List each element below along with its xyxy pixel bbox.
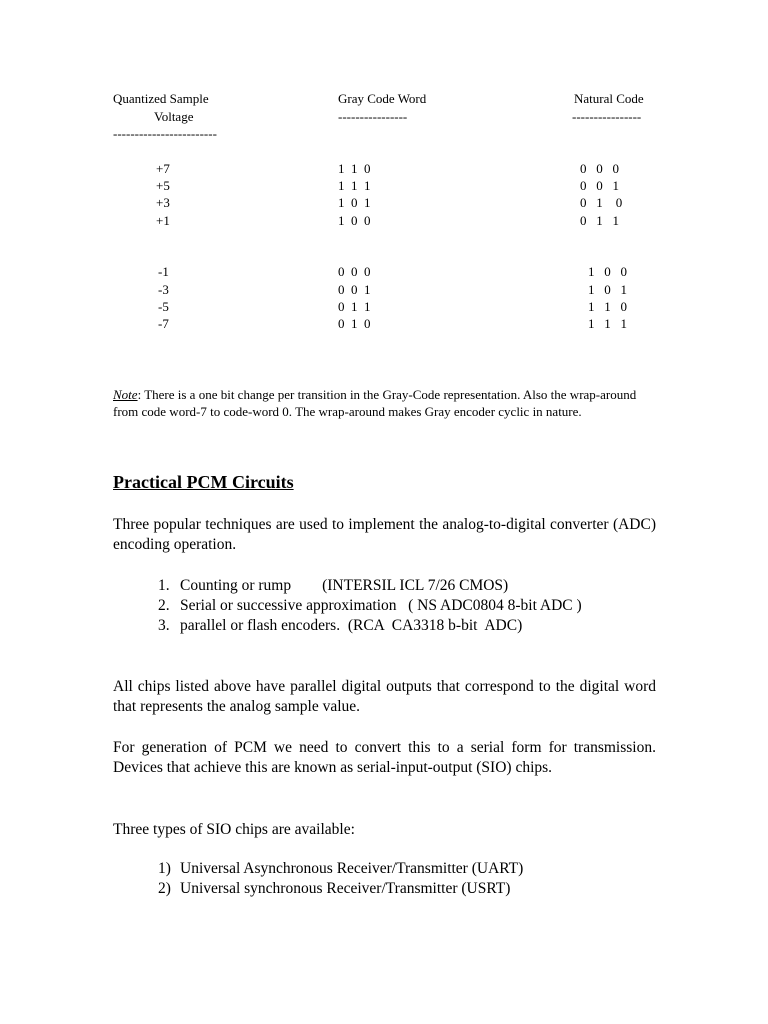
cell-natural: 1 1 0	[588, 299, 627, 314]
note-text: : There is a one bit change per transition in the Gray-Code representation. Also the wrap-around from code word-7 to code-word 0. The wrap-around makes Gray encoder cyclic in nature.	[113, 387, 637, 419]
list-number: 3.	[158, 617, 170, 634]
list-item	[158, 596, 582, 616]
cell-gray: 1 1 1	[338, 178, 371, 193]
list-text: Universal synchronous Receiver/Transmitter (USRT)	[180, 880, 511, 897]
cell-voltage: +1	[156, 213, 170, 228]
cell-natural: 0 0 1	[580, 178, 619, 193]
cell-gray: 0 1 0	[338, 316, 371, 331]
list-text: Serial or successive approximation ( NS ADC0804 8-bit ADC )	[180, 597, 582, 614]
list-text: Universal Asynchronous Receiver/Transmitter (UART)	[180, 860, 524, 877]
cell-voltage: -3	[158, 282, 169, 297]
col-header-voltage-rule: ------------------------	[113, 126, 217, 141]
note-paragraph	[113, 386, 653, 420]
list-item	[158, 879, 523, 899]
paragraph-sio-types: Three types of SIO chips are available:	[113, 821, 355, 838]
cell-gray: 0 1 1	[338, 299, 371, 314]
col-header-gray-rule: ----------------	[338, 109, 408, 124]
cell-voltage: -7	[158, 316, 169, 331]
list-number: 2)	[158, 880, 171, 897]
cell-gray: 0 0 1	[338, 282, 371, 297]
list-number: 1)	[158, 860, 171, 877]
cell-natural: 1 1 1	[588, 316, 627, 331]
paragraph-parallel-outputs: All chips listed above have parallel digital outputs that correspond to the digital word that represents the analog sample value.	[113, 678, 656, 715]
list-number: 2.	[158, 597, 170, 614]
col-header-natural: Natural Code	[574, 91, 644, 106]
cell-voltage: +7	[156, 161, 170, 176]
section-title: Practical PCM Circuits	[113, 472, 294, 492]
col-header-voltage: Quantized Sample	[113, 91, 209, 106]
cell-gray: 1 0 1	[338, 195, 371, 210]
cell-natural: 0 1 0	[580, 195, 623, 210]
note-label: Note	[113, 387, 138, 402]
col-header-voltage-line2: Voltage	[154, 109, 194, 124]
list-item	[158, 616, 582, 636]
cell-natural: 1 0 1	[588, 282, 627, 297]
list-item	[158, 576, 582, 596]
list-number: 1.	[158, 577, 170, 594]
cell-natural: 1 0 0	[588, 264, 627, 279]
cell-voltage: -1	[158, 264, 169, 279]
adc-technique-list	[158, 576, 582, 636]
cell-gray: 0 0 0	[338, 264, 371, 279]
paragraph-adc-techniques: Three popular techniques are used to implement the analog-to-digital converter (ADC) encoding operation.	[113, 516, 656, 553]
col-header-natural-rule: ----------------	[572, 109, 642, 124]
cell-natural: 0 0 0	[580, 161, 619, 176]
cell-gray: 1 0 0	[338, 213, 371, 228]
cell-voltage: +5	[156, 178, 170, 193]
sio-chip-list	[158, 859, 523, 899]
list-text: parallel or flash encoders. (RCA CA3318 b-bit ADC)	[180, 617, 523, 634]
cell-gray: 1 1 0	[338, 161, 371, 176]
paragraph-serial-conversion: For generation of PCM we need to convert this to a serial form for transmission. Devices that achieve this are known as serial-input-output (SIO) chips.	[113, 739, 656, 776]
list-text: Counting or rump (INTERSIL ICL 7/26 CMOS)	[180, 577, 509, 594]
list-item	[158, 859, 523, 879]
cell-voltage: -5	[158, 299, 169, 314]
cell-natural: 0 1 1	[580, 213, 619, 228]
cell-voltage: +3	[156, 195, 170, 210]
col-header-gray: Gray Code Word	[338, 91, 427, 106]
